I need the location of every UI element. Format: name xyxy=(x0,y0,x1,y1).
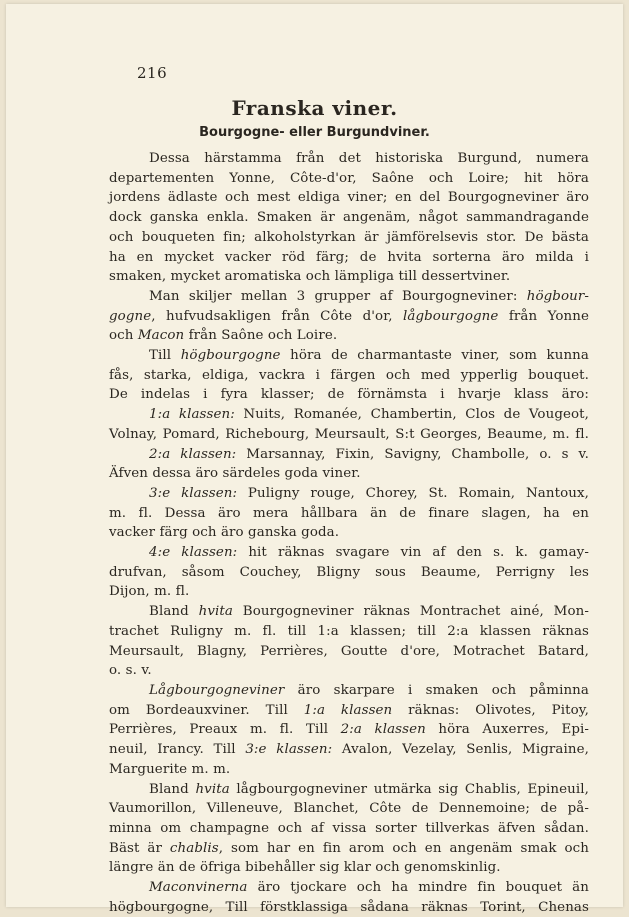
text-line xyxy=(109,267,589,287)
text-segment: drufvan, såsom Couchey, Bligny sous Beaume, Perrigny les xyxy=(109,564,589,580)
text-line xyxy=(109,661,589,681)
page-title: Franska viner. xyxy=(231,96,398,120)
text-line xyxy=(109,445,589,465)
text-line xyxy=(109,504,589,524)
text-line xyxy=(109,622,589,642)
page-number: 216 xyxy=(137,64,168,82)
text-line xyxy=(109,188,589,208)
text-segment: höra de charmantaste viner, som kunna xyxy=(280,348,589,364)
text-segment: ha en mycket vacker röd färg; de hvita sorterna äro milda i xyxy=(109,249,589,265)
text-segment: om Bordeauxviner. Till xyxy=(109,702,304,718)
book-page xyxy=(6,4,623,915)
text-line xyxy=(109,425,589,445)
text-segment: Till xyxy=(149,348,181,364)
text-segment: De indelas i fyra klasser; de förnämsta i hvarje klass äro: xyxy=(109,387,589,403)
section-subtitle: Bourgogne- eller Burgundviner. xyxy=(199,125,430,140)
text-line xyxy=(109,642,589,662)
text-line xyxy=(109,858,589,878)
text-line xyxy=(109,780,589,800)
text-segment: Bourgogneviner räknas Montrachet ainé, Mon- xyxy=(232,604,589,620)
text-segment: Vaumorillon, Villeneuve, Blanchet, Côte de Dennemoine; de på- xyxy=(109,801,589,817)
text-segment: Nuits, Romanée, Chambertin, Clos de Vougeot, xyxy=(234,407,590,423)
text-segment: Bäst är xyxy=(109,840,170,856)
text-line xyxy=(109,346,589,366)
text-segment: Avalon, Vezelay, Senlis, Migraine, xyxy=(332,742,589,758)
text-segment: neuil, Irancy. Till xyxy=(109,742,246,758)
text-segment: vacker färg och äro ganska goda. xyxy=(109,525,340,541)
text-segment: Marsannay, Fixin, Savigny, Chambolle, o. s v. xyxy=(236,446,589,462)
text-segment: departementen Yonne, Côte-d'or, Saône och Loire; hit höra xyxy=(109,170,589,186)
text-segment: Volnay, Pomard, Richebourg, Meursault, S:t Georges, Beaume, m. fl. xyxy=(109,426,589,442)
text-line xyxy=(109,366,589,386)
text-segment: fås, starka, eldiga, vackra i färgen och med ypperlig bouquet. xyxy=(109,367,589,383)
text-line xyxy=(109,307,589,327)
text-line xyxy=(109,385,589,405)
italic-text: 4:e klassen: xyxy=(149,545,238,561)
italic-text: Lågbourgogneviner xyxy=(149,682,285,698)
text-segment: högbourgogne, Till förstklassiga sådana räknas Torint, Chenas xyxy=(109,899,589,915)
text-segment: från Yonne xyxy=(498,308,589,324)
text-line xyxy=(109,740,589,760)
text-segment: m. fl. Dessa äro mera hållbara än de finare slagen, ha en xyxy=(109,505,589,521)
italic-text: Macon xyxy=(137,328,185,344)
text-line xyxy=(109,287,589,307)
text-line xyxy=(109,543,589,563)
text-line xyxy=(109,760,589,780)
text-line xyxy=(109,523,589,543)
text-segment: hit räknas svagare vin af den s. k. gamay- xyxy=(237,545,589,561)
text-line xyxy=(109,248,589,268)
text-segment: , hufvudsakligen från Côte d'or, xyxy=(151,308,403,324)
text-line xyxy=(109,208,589,228)
italic-text: högbour- xyxy=(526,288,589,304)
text-segment: Marguerite m. m. xyxy=(109,761,231,777)
text-line xyxy=(109,484,589,504)
italic-text: chablis xyxy=(169,840,219,856)
italic-text: 3:e klassen: xyxy=(149,485,238,501)
text-line xyxy=(109,701,589,721)
text-line xyxy=(109,228,589,248)
text-segment: räknas: Olivotes, Pitoy, xyxy=(392,702,590,718)
italic-text: hvita xyxy=(198,604,233,620)
text-line xyxy=(109,169,589,189)
text-segment: , som har en fin arom och en angenäm smak och xyxy=(218,840,589,856)
italic-text: hvita xyxy=(195,781,230,797)
text-line xyxy=(109,898,589,917)
italic-text: gogne xyxy=(109,308,152,324)
italic-text: högbourgogne xyxy=(180,348,281,364)
text-segment: och xyxy=(109,328,138,344)
italic-text: Maconvinerna xyxy=(149,880,248,896)
text-line xyxy=(109,149,589,169)
italic-text: 2:a klassen xyxy=(340,722,426,738)
text-segment: dock ganska enkla. Smaken är angenäm, något sammandragande xyxy=(109,210,589,226)
text-line xyxy=(109,405,589,425)
text-segment: Dessa härstamma från det historiska Burgund, numera xyxy=(149,151,589,166)
text-segment: Bland xyxy=(149,604,199,620)
text-line xyxy=(109,582,589,602)
italic-text: 3:e klassen: xyxy=(245,742,333,758)
italic-text: 1:a klassen: xyxy=(149,407,235,423)
italic-text: 1:a klassen xyxy=(303,702,393,718)
text-line xyxy=(109,464,589,484)
text-segment: från Saône och Loire. xyxy=(184,328,338,344)
text-segment: Man skiljer mellan 3 grupper af Bourgogneviner: xyxy=(149,288,527,304)
text-line xyxy=(109,799,589,819)
text-segment: Dijon, m. fl. xyxy=(109,584,190,600)
text-line xyxy=(109,720,589,740)
text-line xyxy=(109,878,589,898)
text-segment: äro skarpare i smaken och påminna xyxy=(284,682,589,698)
text-segment: längre än de öfriga bibehåller sig klar och genomskinlig. xyxy=(109,860,501,876)
text-segment: Bland xyxy=(149,781,196,797)
italic-text: 2:a klassen: xyxy=(149,446,237,462)
text-segment: Puligny rouge, Chorey, St. Romain, Nantoux, xyxy=(237,485,589,501)
text-line xyxy=(109,681,589,701)
text-segment: Perrières, Preaux m. fl. Till xyxy=(109,722,341,738)
text-line xyxy=(109,326,589,346)
text-line xyxy=(109,839,589,859)
text-segment: minna om champagne och af vissa sorter tillverkas äfven sådan. xyxy=(109,820,589,836)
text-segment: smaken, mycket aromatiska och lämpliga till dessertviner. xyxy=(109,269,511,285)
text-segment: o. s. v. xyxy=(109,663,152,679)
text-segment: och bouqueten fin; alkoholstyrkan är jämförelsevis stor. De bästa xyxy=(109,229,589,245)
text-line xyxy=(109,602,589,622)
text-segment: lågbourgogneviner utmärka sig Chablis, Epineuil, xyxy=(229,781,589,797)
text-segment: Äfven dessa äro särdeles goda viner. xyxy=(109,466,361,482)
text-segment: äro tjockare och ha mindre fin bouquet än xyxy=(247,880,589,896)
text-segment: Meursault, Blagny, Perrières, Goutte d'ore, Motrachet Batard, xyxy=(109,643,589,659)
text-segment: trachet Ruligny m. fl. till 1:a klassen; till 2:a klassen räknas xyxy=(109,623,589,639)
text-segment: jordens ädlaste och mest eldiga viner; en del Bourgogneviner äro xyxy=(109,190,589,206)
text-line xyxy=(109,563,589,583)
italic-text: lågbourgogne xyxy=(402,308,499,324)
body-text xyxy=(109,149,589,917)
text-line xyxy=(109,819,589,839)
text-segment: höra Auxerres, Epi- xyxy=(425,722,589,738)
